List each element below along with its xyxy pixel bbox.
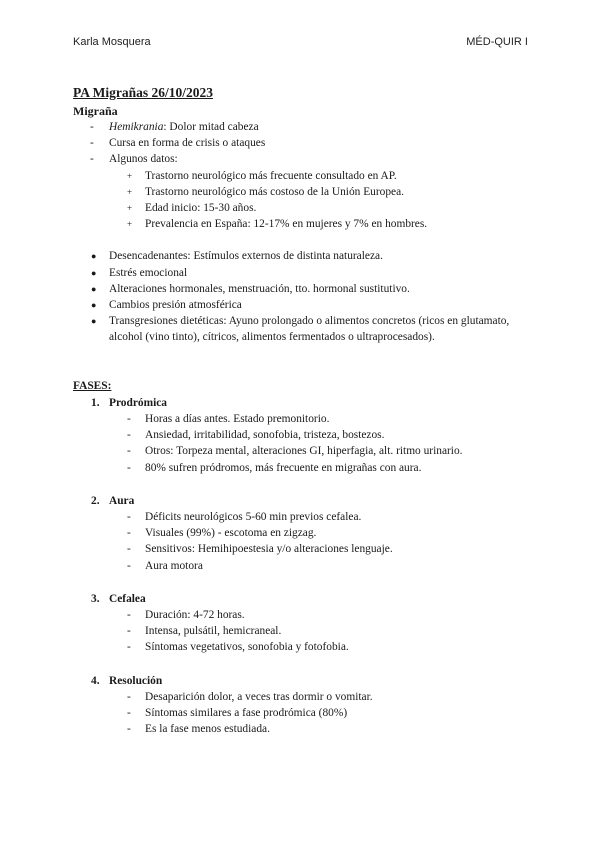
phase-item-text: Desaparición dolor, a veces tras dormir o vomitar. <box>145 690 373 703</box>
plus-marker: + <box>127 219 133 230</box>
trigger-item-text: Alteraciones hormonales, menstruación, tto. hormonal sustitutivo. <box>109 282 410 295</box>
plus-marker: + <box>127 170 133 181</box>
phase-item-text: 80% sufren pródromos, más frecuente en migrañas con aura. <box>145 461 422 474</box>
bullet-marker: ● <box>91 251 97 262</box>
intro-item <box>73 119 533 135</box>
phase-item <box>73 623 533 639</box>
phase-item <box>73 460 533 476</box>
bullet-marker: ● <box>91 316 97 327</box>
phase-title <box>73 395 533 411</box>
dash-marker: - <box>127 413 131 426</box>
phase-title <box>73 493 533 509</box>
datos-item <box>73 216 533 232</box>
phase-item-text: Aura motora <box>145 559 203 572</box>
intro-item-text: Cursa en forma de crisis o ataques <box>109 137 266 150</box>
phase-item-text: Es la fase menos estudiada. <box>145 723 270 736</box>
dash-marker: - <box>127 543 131 556</box>
bullet-marker: ● <box>91 267 97 278</box>
intro-list <box>73 119 533 168</box>
trigger-item-text: Estrés emocional <box>109 266 188 279</box>
intro-item <box>73 151 533 167</box>
dash-marker: - <box>127 723 131 736</box>
phase-item <box>73 607 533 623</box>
phase-item-text: Intensa, pulsátil, hemicraneal. <box>145 625 282 638</box>
trigger-item <box>73 265 533 281</box>
phase-item <box>73 411 533 427</box>
author-name: Karla Mosquera <box>73 36 151 48</box>
phase-item <box>73 541 533 557</box>
phase-item <box>73 509 533 525</box>
trigger-item <box>73 313 533 345</box>
phase-item <box>73 689 533 705</box>
trigger-item <box>73 297 533 313</box>
dash-marker: - <box>127 625 131 638</box>
phase-item-text: Síntomas similares a fase prodrómica (80%) <box>145 707 348 720</box>
dash-marker: - <box>127 641 131 654</box>
dash-marker: - <box>127 559 131 572</box>
phase-item <box>73 427 533 443</box>
datos-item-text: Prevalencia en España: 12-17% en mujeres y 7% en hombres. <box>145 218 428 231</box>
datos-item <box>73 200 533 216</box>
trigger-item <box>73 281 533 297</box>
dash-marker: - <box>90 121 94 133</box>
phase-item <box>73 721 533 737</box>
intro-item-text: : Dolor mitad cabeza <box>163 121 259 133</box>
phase-item <box>73 639 533 655</box>
plus-marker: + <box>127 186 133 197</box>
dash-marker: - <box>127 609 131 622</box>
phase-name: Cefalea <box>109 592 146 605</box>
trigger-item-text: Cambios presión atmosférica <box>109 299 242 312</box>
dash-marker: - <box>90 137 94 150</box>
phase-section <box>73 673 533 738</box>
intro-item-italic: Hemikrania <box>109 121 164 133</box>
dash-marker: - <box>90 153 94 166</box>
intro-item <box>73 135 533 151</box>
phase-item-text: Visuales (99%) - escotoma en zigzag. <box>145 527 317 540</box>
phase-title <box>73 673 533 689</box>
datos-list <box>73 168 533 233</box>
triggers-list <box>73 248 533 345</box>
phase-item <box>73 705 533 721</box>
trigger-item-text: Desencadenantes: Estímulos externos de distinta naturaleza. <box>109 250 383 263</box>
phase-item-text: Sensitivos: Hemihipoestesia y/o alteraciones lenguaje. <box>145 543 393 556</box>
bullet-marker: ● <box>91 283 97 294</box>
phase-number: 4. <box>91 674 100 687</box>
dash-marker: - <box>127 527 131 540</box>
dash-marker: - <box>127 445 131 458</box>
datos-item-text: Edad inicio: 15-30 años. <box>145 202 257 215</box>
course-name: MÉD-QUIR I <box>466 36 528 48</box>
datos-item <box>73 184 533 200</box>
dash-marker: - <box>127 690 131 703</box>
fases-heading: FASES: <box>73 379 112 392</box>
dash-marker: - <box>127 461 131 474</box>
section-title-migrana: Migraña <box>73 104 118 118</box>
phase-number: 3. <box>91 592 100 605</box>
trigger-item-text: Transgresiones dietéticas: Ayuno prolongado o alimentos concretos (ricos en glutamato, alcohol (vino tinto), cítricos, alimentos fermentados o ultraprocesados). <box>109 315 510 344</box>
phase-name: Aura <box>109 494 135 507</box>
phase-item <box>73 443 533 459</box>
phase-item-text: Ansiedad, irritabilidad, sonofobia, tristeza, bostezos. <box>145 429 385 442</box>
trigger-item <box>73 248 533 264</box>
datos-item-text: Trastorno neurológico más costoso de la Unión Europea. <box>145 185 404 198</box>
phase-item-text: Duración: 4-72 horas. <box>145 609 245 622</box>
phase-name: Prodrómica <box>109 396 167 409</box>
phase-item <box>73 525 533 541</box>
dash-marker: - <box>127 429 131 442</box>
phase-title <box>73 591 533 607</box>
plus-marker: + <box>127 203 133 214</box>
phase-number: 1. <box>91 396 100 409</box>
phase-section <box>73 493 533 574</box>
document-body <box>73 84 533 738</box>
datos-item <box>73 168 533 184</box>
document-title: PA Migrañas 26/10/2023 <box>73 85 213 100</box>
bullet-marker: ● <box>91 300 97 311</box>
phase-item-text: Síntomas vegetativos, sonofobia y fotofobia. <box>145 641 349 654</box>
phase-item-text: Otros: Torpeza mental, alteraciones GI, hiperfagia, alt. ritmo urinario. <box>145 445 463 458</box>
page-header <box>73 36 528 48</box>
phase-section <box>73 395 533 476</box>
phase-item-text: Horas a días antes. Estado premonitorio. <box>145 413 330 426</box>
phase-item-text: Déficits neurológicos 5-60 min previos cefalea. <box>145 511 362 524</box>
phase-section <box>73 591 533 656</box>
dash-marker: - <box>127 707 131 720</box>
datos-item-text: Trastorno neurológico más frecuente consultado en AP. <box>145 169 397 182</box>
phase-item <box>73 558 533 574</box>
dash-marker: - <box>127 511 131 524</box>
intro-item-text: Algunos datos: <box>109 153 178 166</box>
phase-number: 2. <box>91 494 100 507</box>
phase-name: Resolución <box>109 674 163 687</box>
